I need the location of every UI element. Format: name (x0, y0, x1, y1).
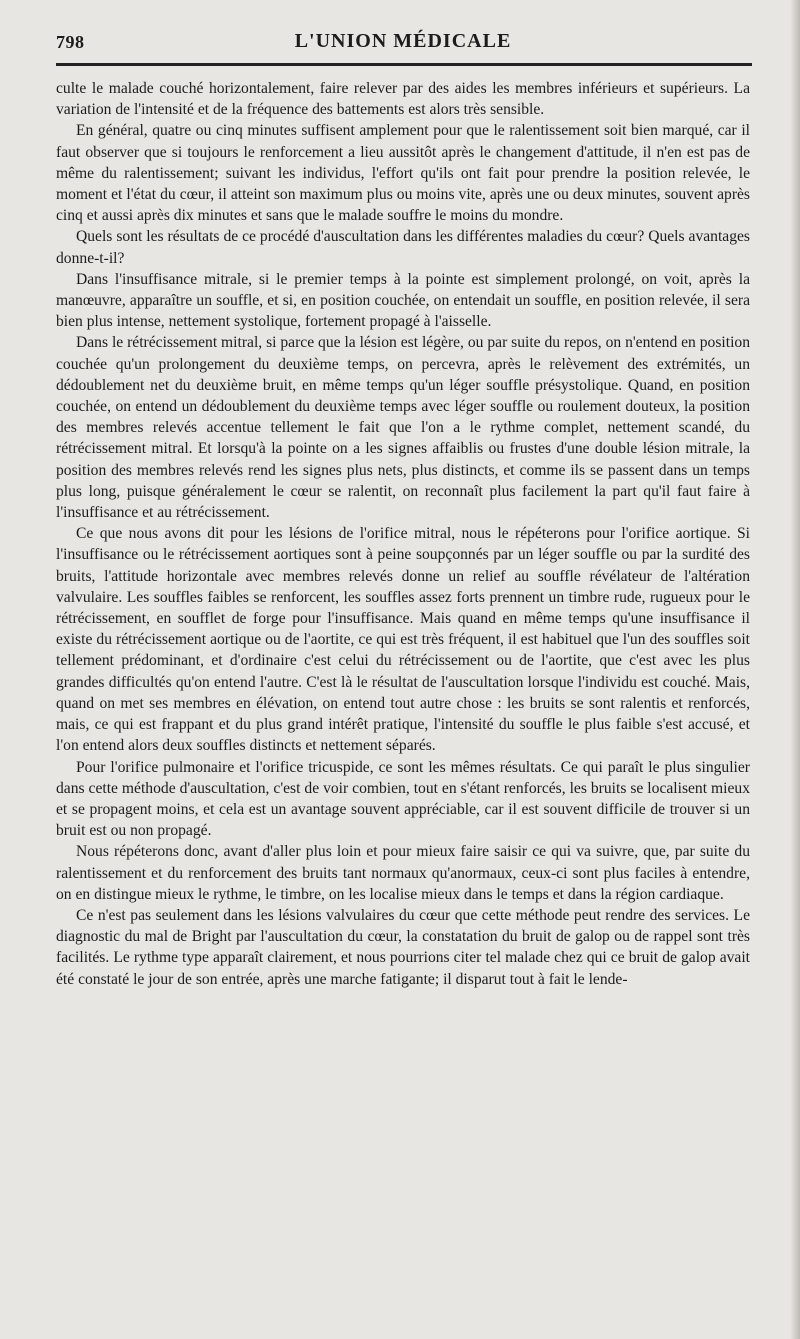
paragraph: Dans le rétrécissement mitral, si parce que la lésion est légère, ou par suite du repos, on n'entend en position couchée qu'un prolongement du deuxième temps, on percevra, après le relèvement des extrémités, un dédoublement net du deuxième bruit, en même temps qu'un léger souffle présystolique. Quand, en position couchée, on entend un dédoublement du deuxième temps avec léger souffle ou roulement douteux, la position des membres relevés accentue tellement le fait que l'on a le rythme complet, nettement scandé, du rétrécissement mitral. Et lorsqu'à la pointe on a les signes affaiblis ou frustes d'une double lésion mitrale, la position des membres relevés rend les signes plus nets, plus distincts, et comme ils se passent dans un temps plus long, puisque généralement le cœur se ralentit, on reconnaît plus facilement la part qu'il faut faire à l'insuffisance et au rétrécissement. (56, 334, 751, 522)
paragraph: culte le malade couché horizontalement, faire relever par des aides les membres inférieurs et supérieurs. La variation de l'intensité et de la fréquence des battements est alors très sensible. (56, 80, 750, 119)
paragraph: En général, quatre ou cinq minutes suffisent amplement pour que le ralentissement soit bien marqué, car il faut observer que si toujours le renforcement a lieu aussitôt après le changement d'attitude, il n'en est pas de même du ralentissement; suivant les individus, l'effort qu'ils ont fait pour prendre la position relevée, le moment et l'état du cœur, il atteint son maximum plus ou moins vite, après une ou deux minutes, souvent après cinq et aussi après dix minutes et sans que le malade souffre le moins du mondre. (56, 122, 750, 225)
paragraph: Dans l'insuffisance mitrale, si le premier temps à la pointe est simplement prolongé, on voit, après la manœuvre, apparaître un souffle, et si, en position couchée, on entendait un souffle, en position relevée, il sera bien plus intense, nettement systolique, fortement propagé à l'aisselle. (56, 270, 750, 331)
paragraph: Nous répéterons donc, avant d'aller plus loin et pour mieux faire saisir ce qui va suivre, que, par suite du ralentissement et du renforcement des bruits tant normaux qu'anormaux, ceux-ci sont plus faciles à entendre, on en distingue mieux le rythme, le timbre, on les localise mieux dans le temps et dans la région cardiaque. (56, 843, 750, 903)
running-header (56, 26, 750, 58)
paragraph: Pour l'orifice pulmonaire et l'orifice tricuspide, ce sont les mêmes résultats. Ce qui paraît le plus singulier dans cette méthode d'auscultation, c'est de voir combien, tout en s'étant renforcés, les bruits se localisent mieux et se propagent moins, et cela est un avantage souvent appréciable, car il est souvent difficile de trouver si un bruit est ou non propagé. (56, 758, 750, 840)
header-rule (56, 63, 752, 66)
paragraph: Ce que nous avons dit pour les lésions de l'orifice mitral, nous le répéterons pour l'orifice aortique. Si l'insuffisance ou le rétrécissement aortiques sont à peine soupçonnés par un léger souffle ou par la surdité des bruits, l'attitude horizontale avec membres relevés donne un relief au souffle révélateur de l'altération valvulaire. Les souffles faibles se renforcent, les souffles assez forts prennent un timbre rude, rugueux pour le rétrécissement, en soufflet de forge pour l'insuffisance. Mais quand en même temps qu'une insuffisance il existe du rétrécissement aortique ou de l'aortite, ce qui est très fréquent, il est habituel que l'un des souffles soit tellement prédominant, et d'ordinaire c'est celui du rétrécissement ou de l'aortite, que c'est avec les plus grandes difficultés qu'on entend l'autre. C'est là le résultat de l'auscultation lorsque l'individu est couché. Mais, quand on met ses membres en élévation, on entend tout autre chose : les bruits se sont ralentis et renforcés, mais, ce qui est frappant et du plus grand intérêt pratique, l'intensité du souffle le plus faible s'est accusé, et l'on entend alors deux souffles distincts et nettement séparés. (56, 525, 750, 755)
paragraph: Quels sont les résultats de ce procédé d'auscultation dans les différentes maladies du cœur? Quels avantages donne-t-il? (56, 228, 750, 267)
page-edge-shadow (790, 0, 800, 1339)
article-body (56, 78, 750, 990)
page-number: 798 (56, 32, 85, 52)
running-title: L'UNION MÉDICALE (294, 30, 512, 52)
paragraph: Ce n'est pas seulement dans les lésions valvulaires du cœur que cette méthode peut rendre des services. Le diagnostic du mal de Bright par l'auscultation du cœur, la constatation du bruit de galop ou de rappel sont très facilités. Le rythme type apparaît clairement, et nous pourrions citer tel malade chez qui ce bruit de galop avait été constaté le jour de son entrée, après une marche fatigante; il disparut tout à fait le lende- (56, 906, 750, 988)
